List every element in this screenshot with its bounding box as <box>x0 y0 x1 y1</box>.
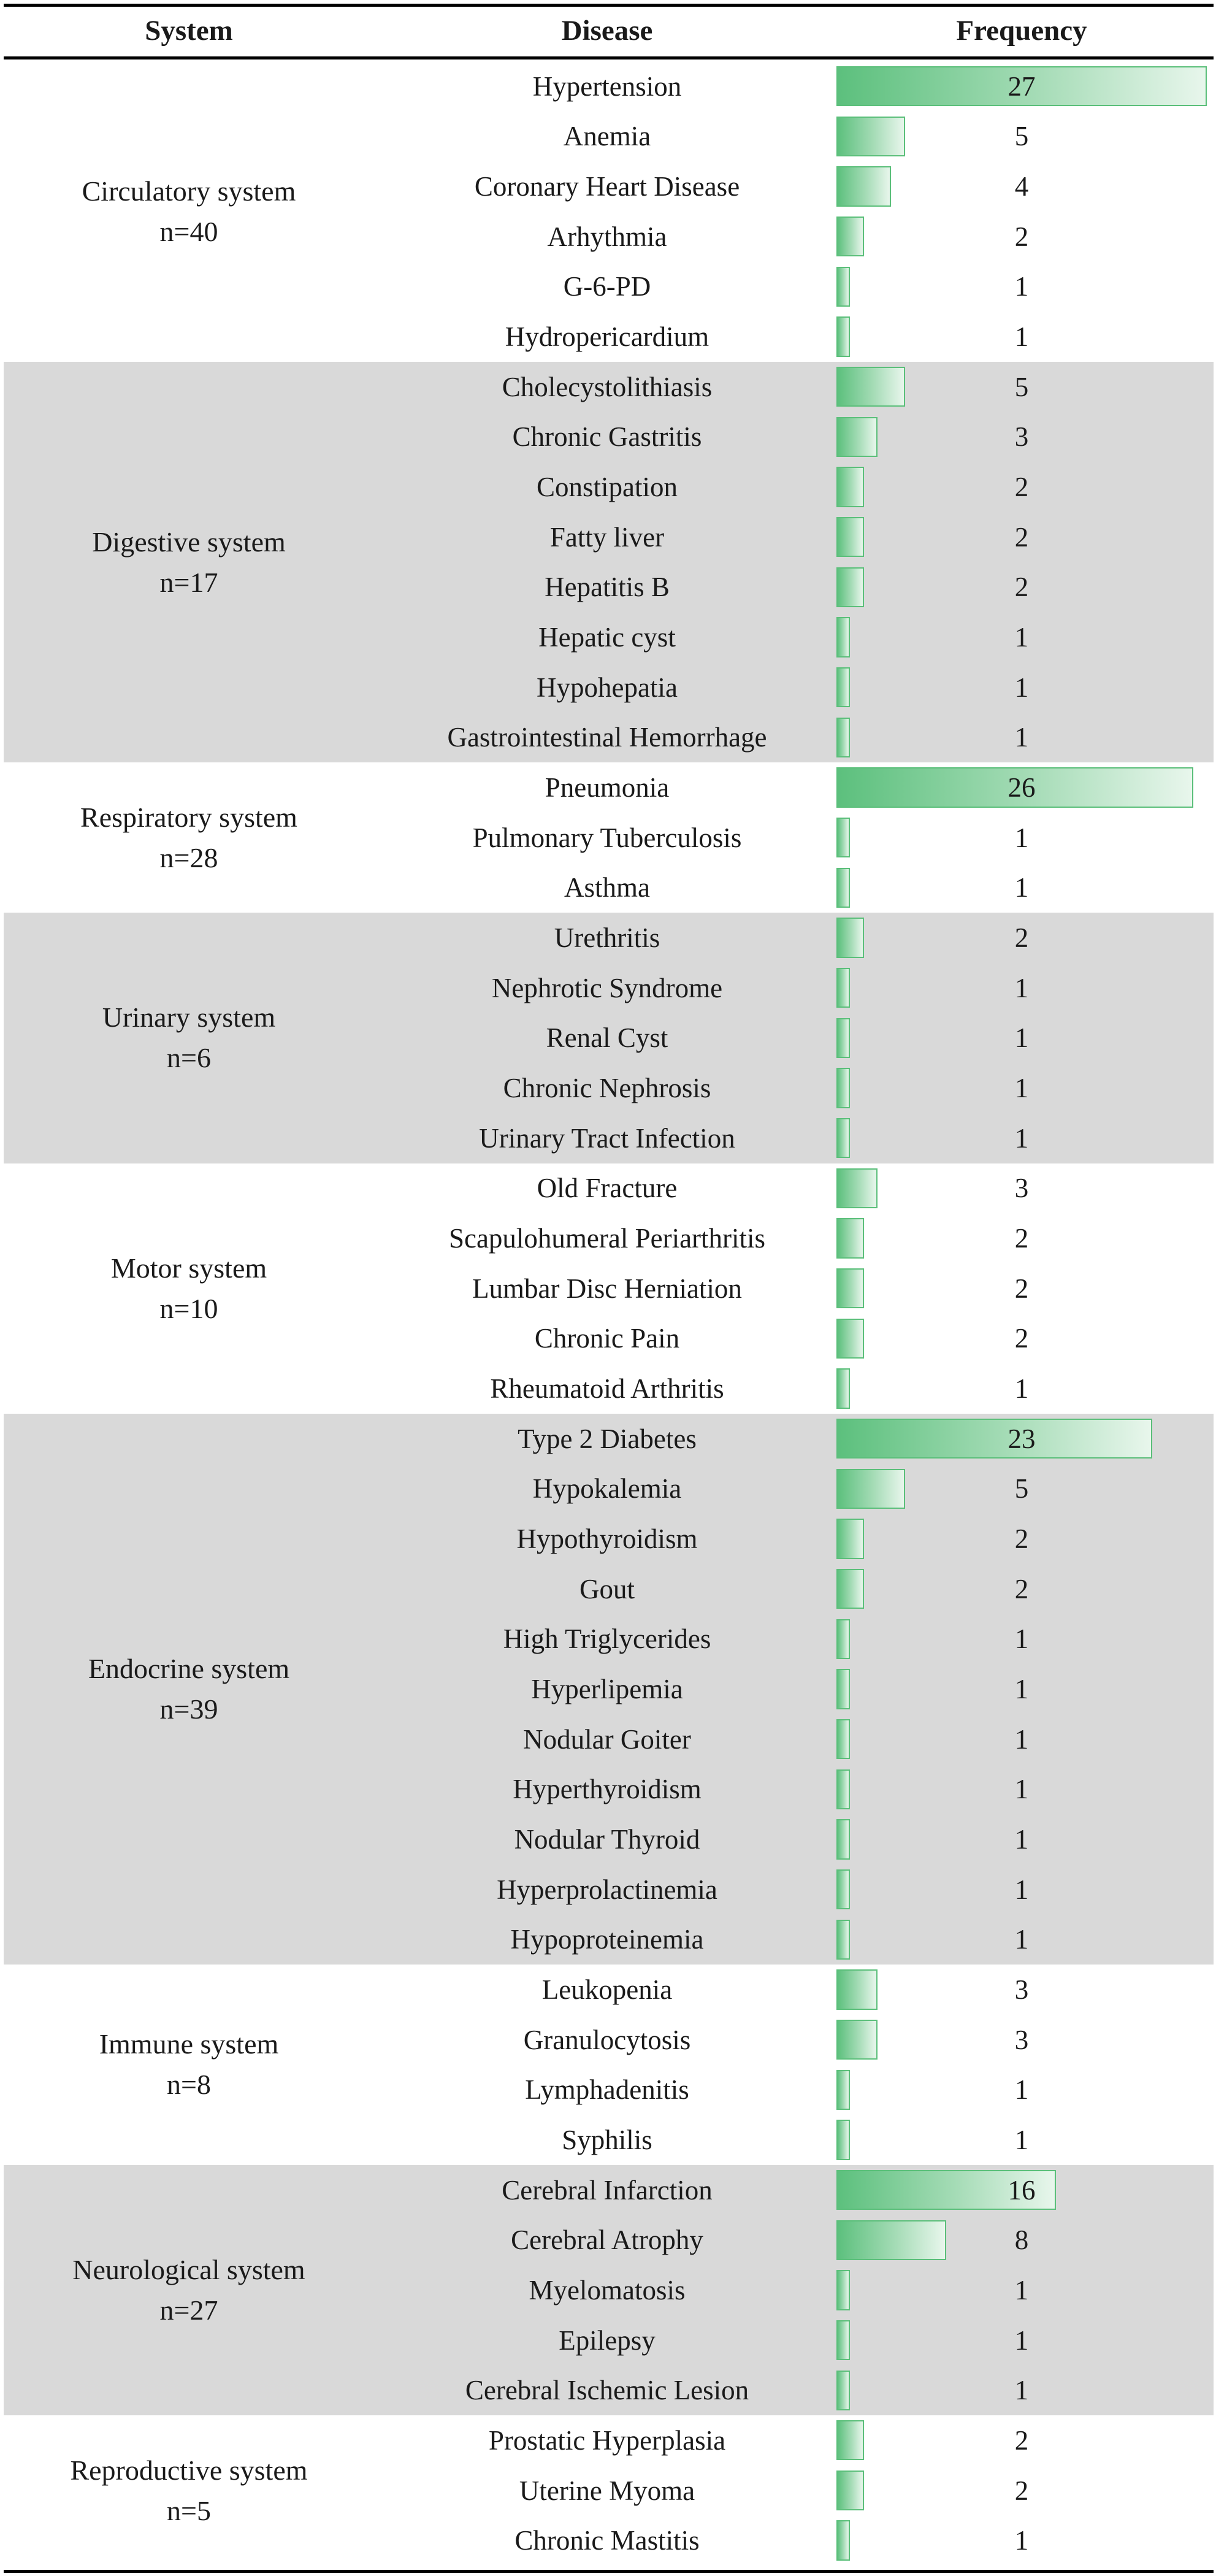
disease-name: Chronic Gastritis <box>512 421 702 453</box>
table-row <box>0 2515 1216 2566</box>
system-count: n=17 <box>159 566 218 598</box>
disease-name: Arhythmia <box>547 221 667 252</box>
table-row <box>0 2365 1216 2415</box>
disease-name: Granulocytosis <box>523 2024 691 2055</box>
frequency-value: 2 <box>1014 521 1029 553</box>
table-row <box>0 1063 1216 1113</box>
table-row <box>0 813 1216 863</box>
disease-name: Old Fracture <box>537 1173 678 1204</box>
frequency-value: 1 <box>1014 1823 1029 1855</box>
disease-name: Fatty liver <box>549 521 665 553</box>
frequency-value: 1 <box>1014 2074 1029 2106</box>
table-row <box>0 1714 1216 1765</box>
frequency-value: 1 <box>1014 1073 1029 1104</box>
frequency-value: 1 <box>1014 1673 1029 1704</box>
header-system: System <box>145 15 233 47</box>
system-count: n=10 <box>159 1292 218 1324</box>
disease-name: Hypokalemia <box>532 1473 682 1505</box>
frequency-value: 2 <box>1014 1273 1029 1304</box>
frequency-value: 2 <box>1014 472 1029 503</box>
table-row <box>0 512 1216 562</box>
header-rule <box>4 56 1214 59</box>
frequency-value: 2 <box>1014 1523 1029 1554</box>
frequency-value: 1 <box>1014 2525 1029 2556</box>
disease-name: Cerebral Atrophy <box>511 2225 703 2256</box>
disease-name: Pneumonia <box>545 772 670 803</box>
table-row <box>0 2466 1216 2516</box>
disease-name: Hydropericardium <box>505 321 709 353</box>
disease-name: Nodular Thyroid <box>514 1823 700 1855</box>
table-row <box>0 1664 1216 1714</box>
frequency-value: 1 <box>1014 672 1029 703</box>
frequency-value: 1 <box>1014 321 1029 353</box>
disease-name: Uterine Myoma <box>519 2475 695 2506</box>
disease-name: Hypothyroidism <box>516 1523 698 1554</box>
frequency-value: 2 <box>1014 572 1029 603</box>
frequency-value: 2 <box>1014 922 1029 954</box>
disease-name: Scapulohumeral Periarthritis <box>448 1223 766 1254</box>
table-row <box>0 1363 1216 1414</box>
disease-name: Constipation <box>536 472 678 503</box>
disease-name: Gastrointestinal Hemorrhage <box>447 722 767 753</box>
disease-name: Gout <box>579 1573 635 1604</box>
table-row <box>0 212 1216 262</box>
frequency-value: 1 <box>1014 2375 1029 2406</box>
table-row <box>0 2265 1216 2315</box>
system-name: Motor system <box>110 1252 267 1284</box>
table-row <box>0 312 1216 362</box>
disease-name: Cholecystolithiasis <box>502 371 713 402</box>
table-row <box>0 112 1216 162</box>
frequency-value: 1 <box>1014 2124 1029 2155</box>
table-row <box>0 462 1216 512</box>
system-count: n=40 <box>159 215 218 247</box>
system-name: Immune system <box>99 2028 279 2060</box>
table-row <box>0 1314 1216 1364</box>
frequency-value: 1 <box>1014 1924 1029 1955</box>
frequency-value: 1 <box>1014 1623 1029 1655</box>
frequency-value: 16 <box>1008 2174 1036 2206</box>
table-row <box>0 2215 1216 2265</box>
disease-name: Pulmonary Tuberculosis <box>472 822 742 853</box>
frequency-value: 1 <box>1014 1022 1029 1054</box>
table-row <box>0 1814 1216 1865</box>
system-count: n=27 <box>159 2294 218 2326</box>
disease-name: Chronic Mastitis <box>514 2525 700 2556</box>
table-row <box>0 1113 1216 1163</box>
system-name: Respiratory system <box>80 801 297 833</box>
disease-name: Leukopenia <box>541 1974 673 2005</box>
frequency-value: 26 <box>1008 772 1036 803</box>
frequency-value: 2 <box>1014 1323 1029 1354</box>
disease-name: Urethritis <box>554 922 660 954</box>
frequency-value: 5 <box>1014 371 1029 402</box>
disease-name: Rheumatoid Arthritis <box>490 1373 724 1404</box>
frequency-value: 8 <box>1014 2225 1029 2256</box>
table-row <box>0 612 1216 662</box>
table-row <box>0 1965 1216 2015</box>
frequency-value: 3 <box>1014 1173 1029 1204</box>
disease-name: Myelomatosis <box>529 2274 686 2306</box>
frequency-value: 5 <box>1014 121 1029 152</box>
frequency-value: 1 <box>1014 872 1029 903</box>
disease-name: High Triglycerides <box>503 1623 711 1655</box>
frequency-value: 2 <box>1014 221 1029 252</box>
table-row <box>0 1163 1216 1214</box>
header-frequency: Frequency <box>956 15 1087 47</box>
disease-name: Anemia <box>563 121 651 152</box>
system-name: Urinary system <box>102 1002 276 1033</box>
system-name: Circulatory system <box>82 175 296 207</box>
disease-name: Coronary Heart Disease <box>474 171 740 202</box>
frequency-value: 1 <box>1014 271 1029 302</box>
frequency-value: 3 <box>1014 421 1029 453</box>
disease-name: Hyperthyroidism <box>513 1774 702 1805</box>
frequency-value: 1 <box>1014 622 1029 653</box>
table-row <box>0 1564 1216 1614</box>
disease-name: Epilepsy <box>559 2325 656 2356</box>
table-row <box>0 1414 1216 1464</box>
table-row <box>0 61 1216 112</box>
disease-name: Renal Cyst <box>546 1022 668 1054</box>
disease-name: Hyperprolactinemia <box>497 1874 717 1905</box>
disease-name: Lymphadenitis <box>525 2074 689 2106</box>
table-row <box>0 863 1216 913</box>
table-row <box>0 562 1216 613</box>
disease-name: Urinary Tract Infection <box>479 1122 735 1154</box>
system-count: n=5 <box>167 2494 211 2526</box>
table-row <box>0 713 1216 763</box>
frequency-value: 1 <box>1014 972 1029 1003</box>
disease-name: Cerebral Infarction <box>502 2174 713 2206</box>
disease-name: Chronic Pain <box>534 1323 680 1354</box>
disease-name: Hepatic cyst <box>538 622 676 653</box>
frequency-value: 3 <box>1014 1974 1029 2005</box>
disease-name: Syphilis <box>562 2124 652 2155</box>
disease-name: Hyperlipemia <box>531 1673 683 1704</box>
frequency-value: 1 <box>1014 2274 1029 2306</box>
disease-name: Nephrotic Syndrome <box>491 972 723 1003</box>
table-row <box>0 1514 1216 1564</box>
frequency-value: 1 <box>1014 722 1029 753</box>
table-row <box>0 2315 1216 2366</box>
system-name: Endocrine system <box>88 1652 290 1684</box>
frequency-value: 1 <box>1014 1723 1029 1755</box>
frequency-value: 1 <box>1014 822 1029 853</box>
header-disease: Disease <box>561 15 653 47</box>
table-row <box>0 262 1216 312</box>
table-row <box>0 662 1216 713</box>
table-row <box>0 1013 1216 1064</box>
disease-name: Chronic Nephrosis <box>503 1073 711 1104</box>
table-row <box>0 1614 1216 1664</box>
disease-name: G-6-PD <box>563 271 651 302</box>
system-count: n=39 <box>159 1693 218 1725</box>
table-row <box>0 412 1216 462</box>
frequency-value: 5 <box>1014 1473 1029 1505</box>
disease-name: Lumbar Disc Herniation <box>472 1273 742 1304</box>
frequency-value: 2 <box>1014 2475 1029 2506</box>
table-row <box>0 963 1216 1013</box>
table-row <box>0 913 1216 963</box>
frequency-value: 1 <box>1014 1874 1029 1905</box>
frequency-value: 27 <box>1008 71 1036 102</box>
frequency-value: 1 <box>1014 2325 1029 2356</box>
table-row <box>0 1213 1216 1263</box>
table-row <box>0 1865 1216 1915</box>
table-row <box>0 1914 1216 1965</box>
table-row <box>0 1764 1216 1814</box>
frequency-value: 4 <box>1014 171 1029 202</box>
disease-name: Prostatic Hyperplasia <box>488 2425 726 2456</box>
system-count: n=8 <box>167 2069 211 2101</box>
table-row <box>0 2115 1216 2165</box>
table-row <box>0 1463 1216 1514</box>
frequency-value: 1 <box>1014 1373 1029 1404</box>
frequency-value: 2 <box>1014 1223 1029 1254</box>
table-row <box>0 762 1216 813</box>
disease-name: Hypoproteinemia <box>510 1924 704 1955</box>
frequency-value: 23 <box>1008 1423 1036 1454</box>
disease-name: Asthma <box>564 872 650 903</box>
table-row <box>0 1263 1216 1314</box>
table-row <box>0 2415 1216 2466</box>
system-name: Reproductive system <box>70 2454 308 2486</box>
table-row <box>0 2064 1216 2115</box>
frequency-value: 3 <box>1014 2024 1029 2055</box>
system-count: n=28 <box>159 841 218 873</box>
disease-name: Nodular Goiter <box>523 1723 691 1755</box>
disease-name: Hepatitis B <box>545 572 670 603</box>
disease-name: Hypohepatia <box>537 672 678 703</box>
frequency-value: 1 <box>1014 1774 1029 1805</box>
table-row <box>0 362 1216 412</box>
frequency-value: 1 <box>1014 1122 1029 1154</box>
disease-name: Cerebral Ischemic Lesion <box>465 2375 749 2406</box>
system-count: n=6 <box>167 1042 211 1074</box>
table-row <box>0 161 1216 212</box>
table-row <box>0 2015 1216 2065</box>
table-row <box>0 2165 1216 2215</box>
frequency-value: 2 <box>1014 1573 1029 1604</box>
bottom-rule <box>4 2570 1214 2573</box>
disease-name: Hypertension <box>532 71 682 102</box>
system-name: Neurological system <box>72 2253 305 2285</box>
disease-name: Type 2 Diabetes <box>518 1423 697 1454</box>
system-name: Digestive system <box>92 526 286 558</box>
frequency-value: 2 <box>1014 2425 1029 2456</box>
